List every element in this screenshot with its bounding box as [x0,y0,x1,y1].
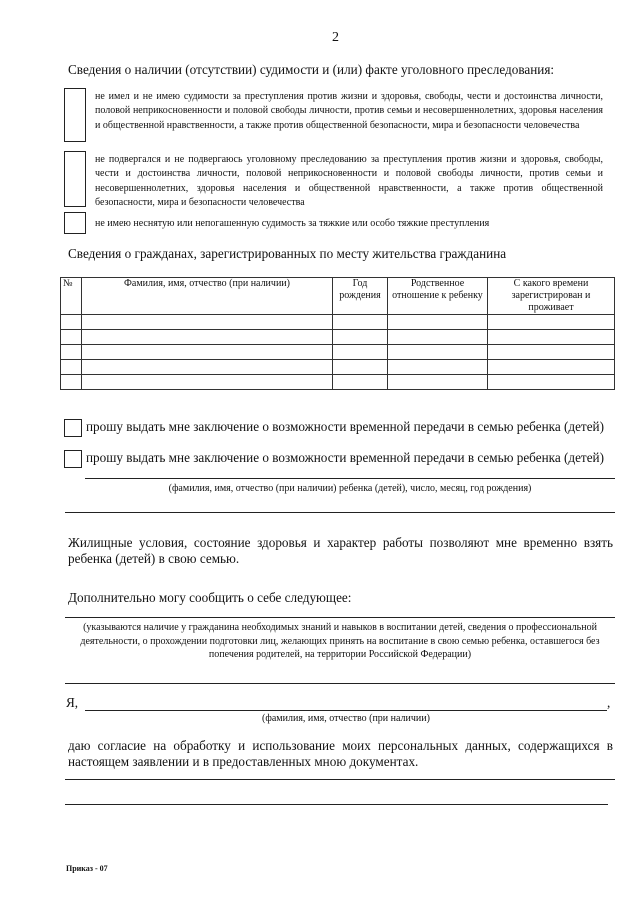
checkbox-no-conviction[interactable] [64,88,86,142]
conditions-text: Жилищные условия, состояние здоровья и характер работы позволяют мне временно взять ребенка (детей) в свою семью. [68,535,613,566]
child-info-caption: (фамилия, имя, отчество (при наличии) ребенка (детей), число, месяц, год рождения) [168,483,532,494]
applicant-name-caption: (фамилия, имя, отчество (при наличии) [262,713,430,724]
col-birth-year: Год рождения [333,278,388,315]
criminal-record-heading: Сведения о наличии (отсутствии) судимости и (или) факте уголовного преследования: [68,62,555,77]
col-relation: Родственное отношение к ребенку [388,278,488,315]
residents-table [60,277,615,390]
additional-info-field[interactable] [65,617,615,618]
col-registered-since: С какого времени зарегистрирован и проживает [488,278,615,315]
additional-info-field-2[interactable] [65,683,615,684]
table-row[interactable] [61,345,615,360]
table-row[interactable] [61,360,615,375]
additional-heading: Дополнительно могу сообщить о себе следующее: [68,590,352,605]
option-no-prosecution: не подвергался и не подвергаюсь уголовному преследованию за преступления против жизни и здоровья, свободы, чести и достоинства личности, половой неприкосновенности и половой свободы личности, против семьи и несовершеннолетних, здоровья населения и общественной нравственности, а также против общественной безопасности, мира и безопасности человечества [95,154,603,208]
request-1-label: прошу выдать мне заключение о возможности временной передачи в семью ребенка (детей) [86,419,605,434]
page-number: 2 [332,30,339,45]
request-2-label: прошу выдать мне заключение о возможности временной передачи в семью ребенка (детей) [86,450,605,465]
option-no-conviction: не имел и не имею судимости за преступления против жизни и здоровья, свободы, чести и достоинства личности, половой неприкосновенности и половой свободы личности, против семьи и несовершеннолетних, здоровья населения и общественной нравственности, а также против общественной безопасности, мира и безопасности человечества [95,91,603,131]
option-no-serious-conviction: не имею неснятую или непогашенную судимость за тяжкие или особо тяжкие преступления [95,218,490,229]
signature-line-2[interactable] [65,804,608,805]
consent-comma: , [607,695,611,710]
footer-order-number: Приказ - 07 [66,864,108,873]
col-full-name: Фамилия, имя, отчество (при наличии) [82,278,333,315]
table-row[interactable] [61,315,615,330]
additional-caption: (указываются наличие у гражданина необходимых знаний и навыков в воспитании детей, сведения о профессиональной деятельности, о прохождении подготовки лиц, желающих принять на воспитание в свою семью ребенка, оставшегося без попечения родителей, на территории Российской Федерации) [80,622,600,660]
checkbox-no-prosecution[interactable] [64,151,86,207]
consent-text: даю согласие на обработку и использование моих персональных данных, содержащихся в настоящем заявлении и в предоставленных мною документах. [68,738,613,769]
residents-heading: Сведения о гражданах, зарегистрированных по месту жительства гражданина [68,246,507,261]
applicant-name-field[interactable] [85,710,607,711]
consent-prefix: Я, [66,695,79,710]
child-info-field-2[interactable] [65,512,615,513]
signature-line-1[interactable] [65,779,615,780]
table-header-row [61,278,615,315]
checkbox-request-2[interactable] [64,450,82,468]
col-number: № [61,278,82,315]
checkbox-no-serious-conviction[interactable] [64,212,86,234]
table-row[interactable] [61,330,615,345]
child-info-field[interactable] [85,478,615,479]
table-row[interactable] [61,375,615,390]
checkbox-request-1[interactable] [64,419,82,437]
